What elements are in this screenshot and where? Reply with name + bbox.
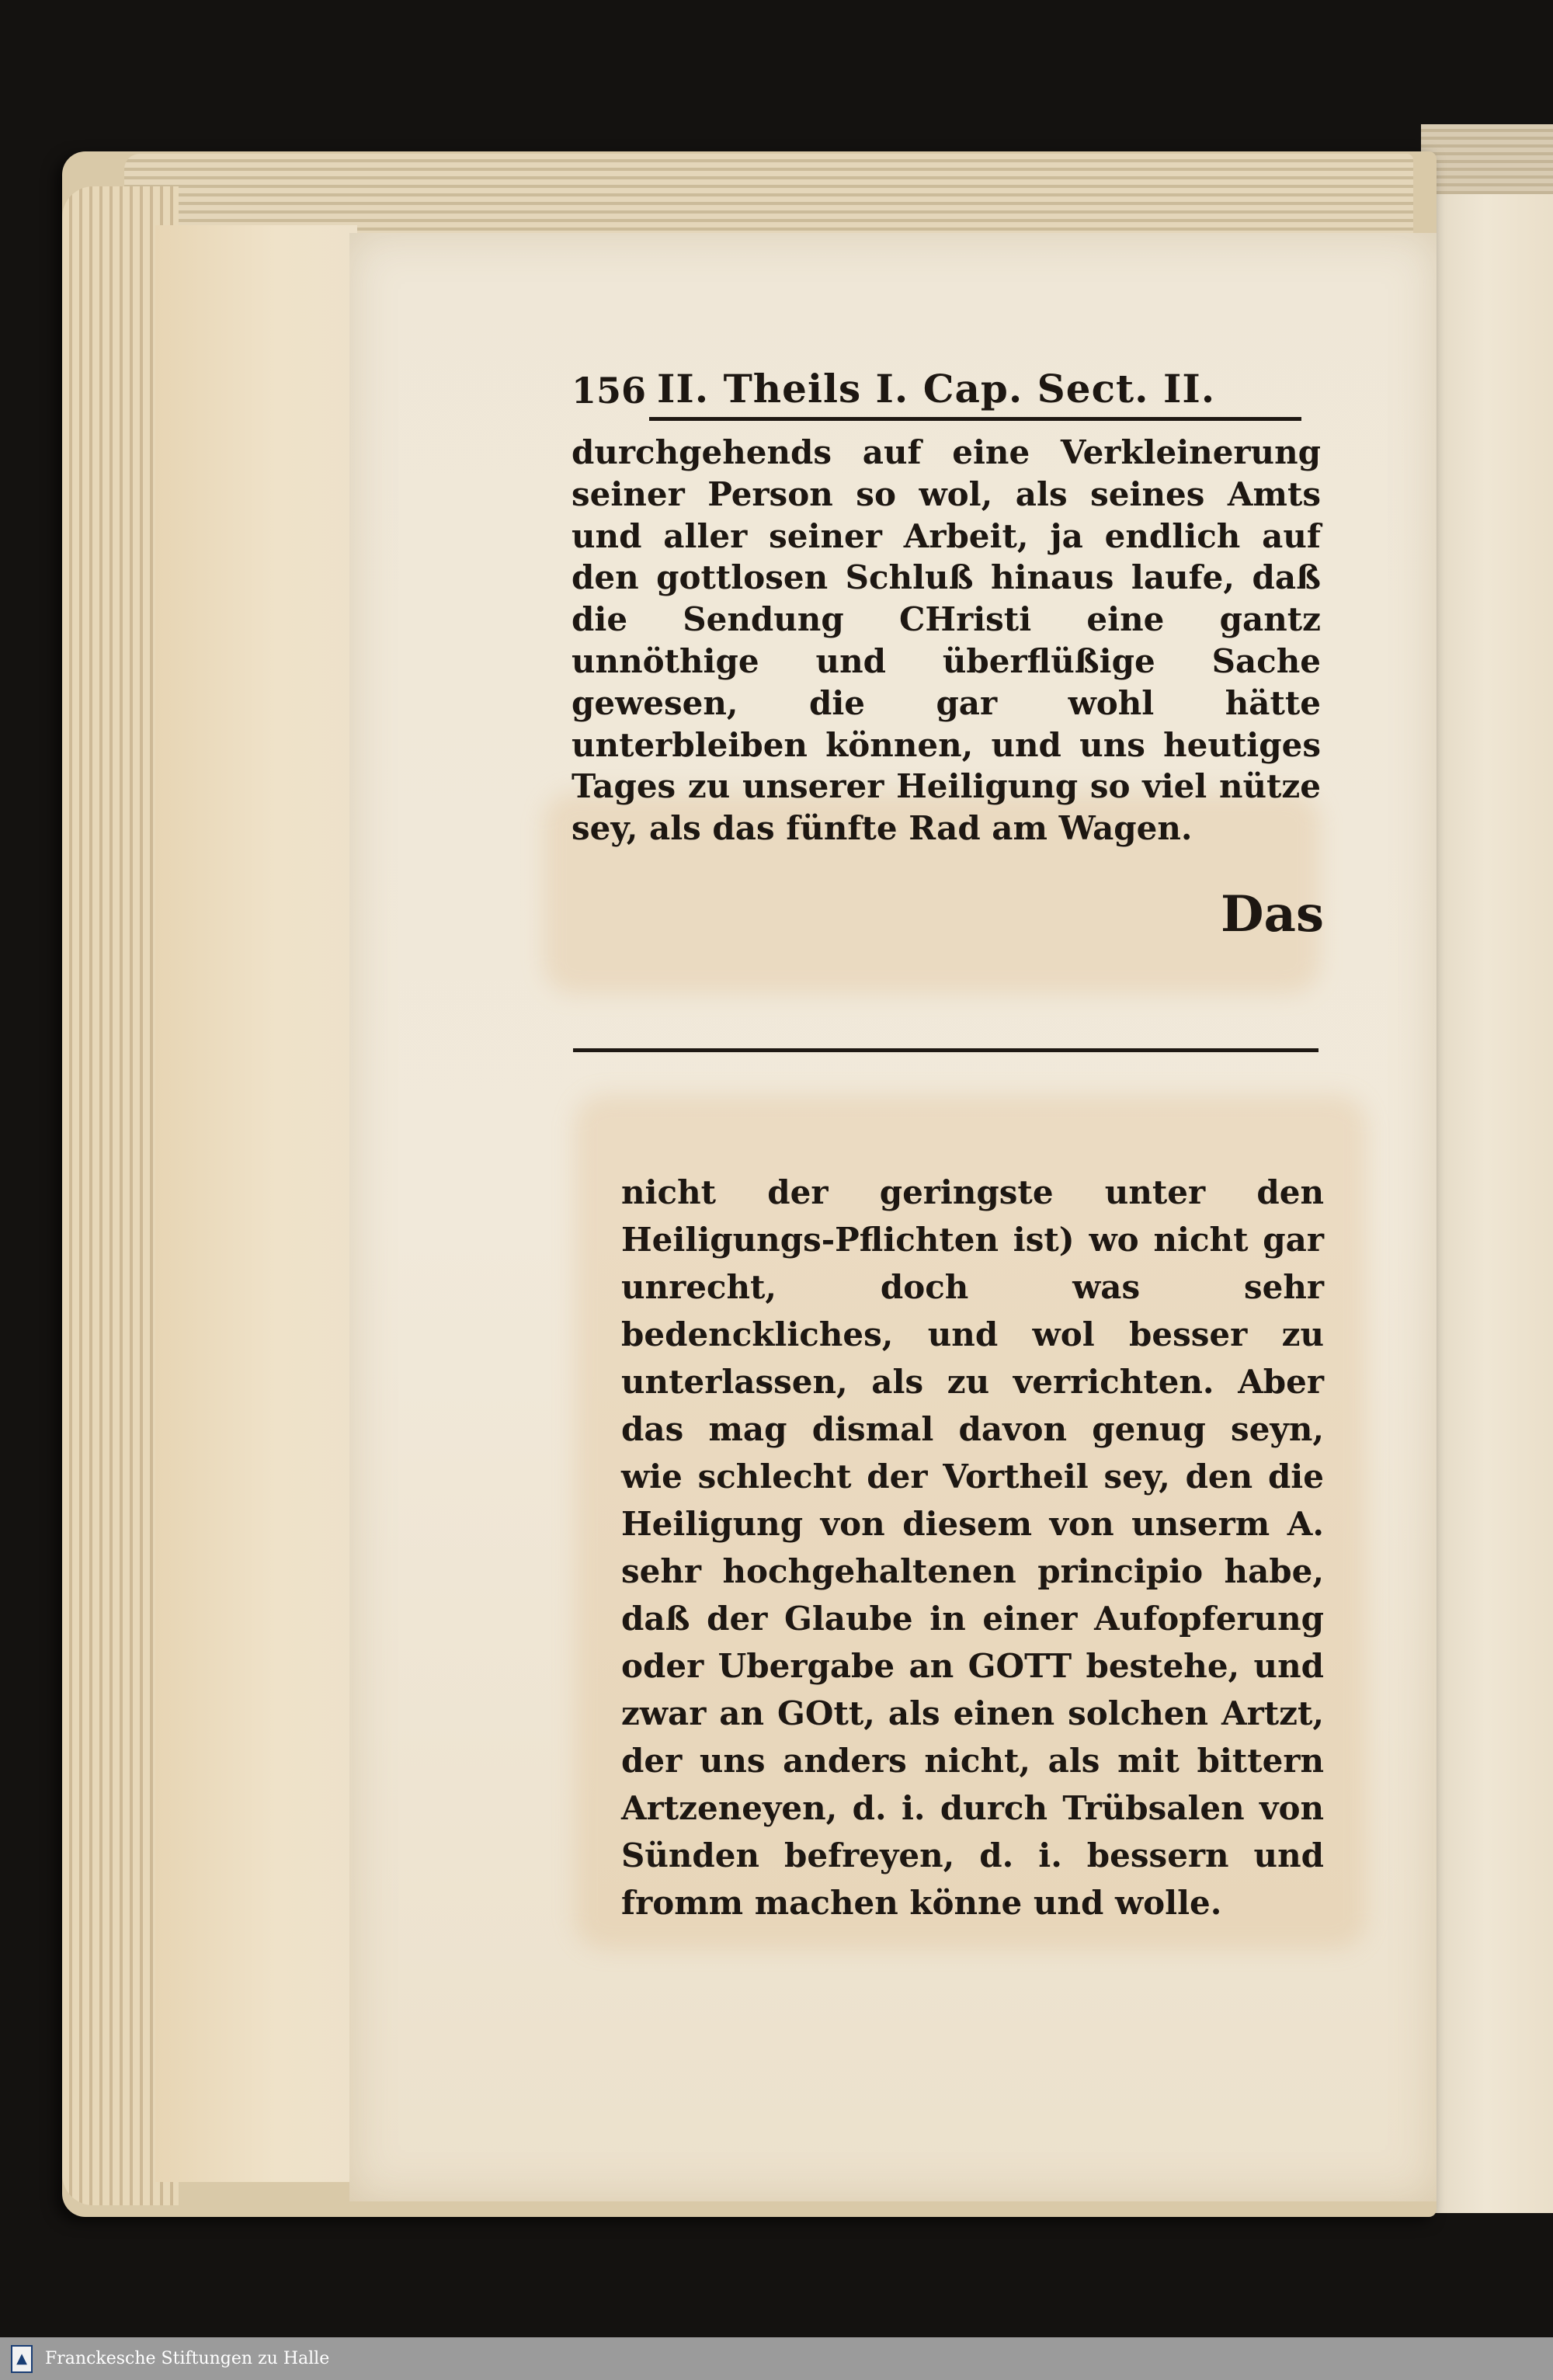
footer-bar bbox=[0, 2337, 1553, 2380]
paragraph-top: durchgehends auf eine Verkleinerung seiner Person so wol, als seines Amts und aller seiner Arbeit, ja endlich auf den gottlosen Schluß hinaus laufe, daß die Sendung CHristi eine gantz unnöthige und überflüßige Sache gewesen, die gar wohl hätte unterbleiben können, und uns heutiges Tages zu unserer Heiligung so viel nütze sey, als das fünfte Rad am Wagen. bbox=[572, 433, 1321, 848]
paragraph-bottom: nicht der geringste unter den Heiligungs-Pflichten ist) wo nicht gar unrecht, doch was sehr bedenckliches, und wol besser zu unterlassen, als zu verrichten. Aber das mag dismal davon genug seyn, wie schlecht der Vortheil sey, den die Heiligung von diesem von unserm A. sehr hochgehaltenen principio habe, daß der Glaube in einer Aufopferung oder Ubergabe an GOTT bestehe, und zwar an GOtt, als einen solchen Artzt, der uns anders nicht, als mit bittern Artzeneyen, d. i. durch Trübsalen von Sünden befreyen, d. i. bessern und fromm machen könne und wolle. bbox=[621, 1173, 1324, 1922]
running-head-title: II. Theils I. Cap. Sect. II. bbox=[657, 366, 1216, 412]
header-rule bbox=[649, 417, 1301, 421]
inner-left-margin bbox=[155, 225, 357, 2182]
catchword: Das bbox=[1221, 885, 1324, 943]
franckesche-stiftungen-logo-icon: ▲ bbox=[11, 2345, 33, 2373]
section-rule bbox=[573, 1048, 1318, 1052]
footer-institution: Franckesche Stiftungen zu Halle bbox=[45, 2349, 330, 2368]
running-header bbox=[572, 363, 1305, 412]
right-facing-page bbox=[1421, 194, 1553, 2213]
page-number: 156 bbox=[572, 370, 647, 412]
